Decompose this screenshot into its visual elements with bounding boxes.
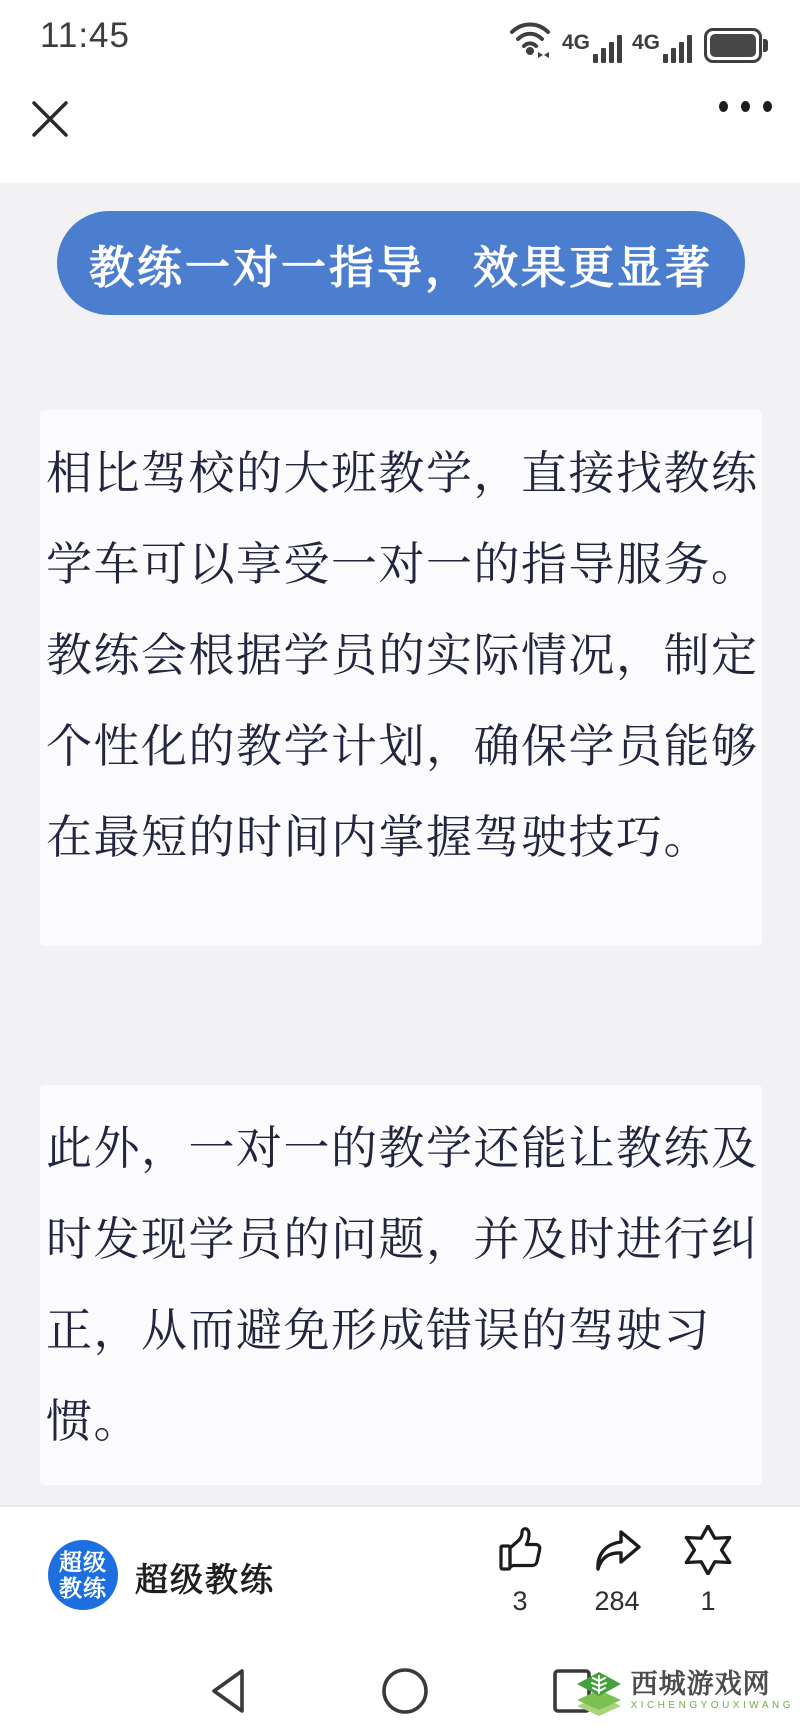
paragraph-block-2 <box>40 1085 762 1485</box>
paragraph-line: 正，从而避免形成错误的驾驶习 <box>46 1303 711 1356</box>
site-watermark <box>573 1670 794 1731</box>
star-count: 1 <box>700 1586 716 1616</box>
paragraph-line: 时发现学员的问题，并及时进行纠 <box>46 1212 759 1265</box>
share-count: 284 <box>594 1586 640 1616</box>
author-name[interactable]: 超级教练 <box>135 1561 275 1598</box>
watermark-subtitle: XICHENGYOUXIWANG <box>630 1700 794 1711</box>
headline-text: 教练一对一指导，效果更显著 <box>88 241 713 293</box>
like-button[interactable] <box>490 1525 550 1617</box>
paragraph-line: 个性化的教学计划，确保学员能够 <box>46 719 759 772</box>
nav-home-icon[interactable] <box>380 1665 430 1722</box>
battery-icon <box>704 28 762 63</box>
share-arrow-icon <box>591 1562 643 1579</box>
clock-time: 11:45 <box>40 16 130 55</box>
paragraph-block-1 <box>40 410 762 946</box>
paragraph-line: 相比驾校的大班教学，直接找教练 <box>46 446 759 499</box>
signal-sim2-icon: 4G <box>632 35 692 63</box>
paragraph-line: 学车可以享受一对一的指导服务。 <box>46 537 759 590</box>
like-count: 3 <box>512 1586 528 1616</box>
author-avatar[interactable]: 超级 教练 <box>48 1540 118 1610</box>
watermark-title: 西城游戏网 <box>630 1669 771 1699</box>
status-bar <box>0 0 800 75</box>
share-button[interactable] <box>587 1525 647 1617</box>
signal-sim1-icon: 4G <box>562 35 622 63</box>
paragraph-line: 惯。 <box>46 1394 141 1447</box>
paragraph-line: 教练会根据学员的实际情况，制定 <box>46 628 759 681</box>
article-canvas <box>0 183 800 1505</box>
paragraph-line: 在最短的时间内掌握驾驶技巧。 <box>46 810 711 863</box>
status-icons <box>508 18 762 63</box>
hexagram-star-icon <box>683 1562 733 1579</box>
more-options-icon[interactable] <box>719 101 772 112</box>
star-button[interactable] <box>678 1525 738 1617</box>
nav-back-icon[interactable] <box>208 1665 250 1722</box>
footer-bar <box>0 1505 800 1733</box>
title-bar <box>0 75 800 183</box>
headline-banner <box>57 211 745 315</box>
wifi-icon <box>508 18 552 63</box>
close-icon[interactable] <box>26 95 74 143</box>
watermark-logo-icon <box>573 1670 625 1731</box>
thumbs-up-icon <box>496 1562 544 1579</box>
paragraph-line: 此外，一对一的教学还能让教练及 <box>46 1121 759 1174</box>
